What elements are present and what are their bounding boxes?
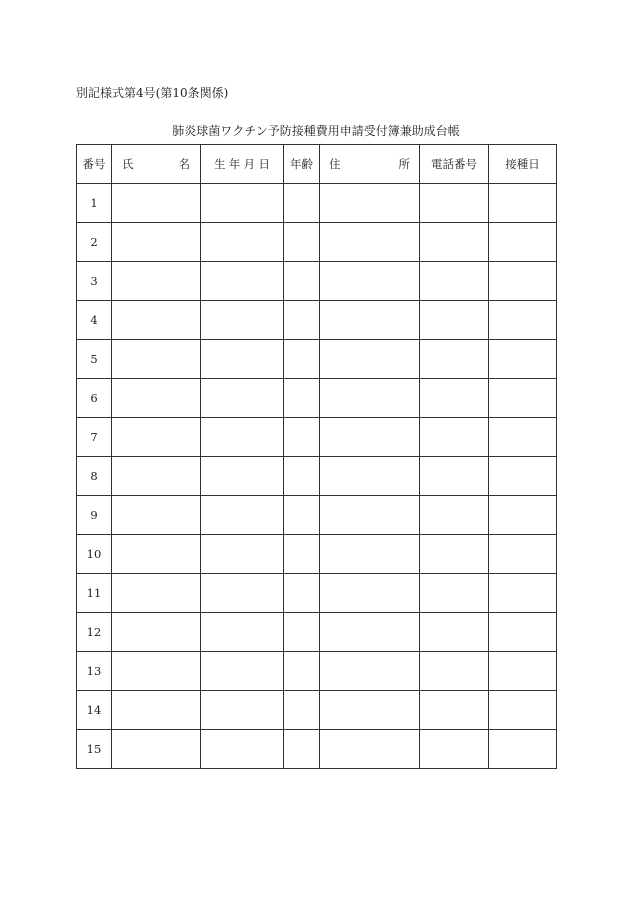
header-name-char: 名 [178, 157, 190, 171]
row-number: 11 [77, 574, 112, 613]
row-number: 7 [77, 418, 112, 457]
age-cell[interactable] [284, 691, 320, 730]
table-row [77, 340, 557, 379]
vaccination-date-cell[interactable] [489, 301, 557, 340]
row-number: 13 [77, 652, 112, 691]
table-row [77, 301, 557, 340]
row-number: 9 [77, 496, 112, 535]
row-number: 3 [77, 262, 112, 301]
vaccination-date-cell[interactable] [489, 691, 557, 730]
address-cell[interactable] [320, 223, 420, 262]
age-cell[interactable] [284, 496, 320, 535]
vaccination-date-cell[interactable] [489, 340, 557, 379]
header-address-char: 所 [398, 157, 410, 171]
table-row [77, 457, 557, 496]
header-age: 年齢 [284, 145, 320, 184]
birthdate-cell[interactable] [201, 340, 284, 379]
name-cell[interactable] [112, 613, 201, 652]
vaccination-date-cell[interactable] [489, 730, 557, 769]
birthdate-cell[interactable] [201, 574, 284, 613]
header-birthdate-char: 日 [258, 157, 270, 171]
header-birthdate [201, 145, 284, 184]
table-row [77, 691, 557, 730]
header-address [320, 145, 420, 184]
phone-cell[interactable] [420, 574, 489, 613]
birthdate-cell[interactable] [201, 535, 284, 574]
row-number: 2 [77, 223, 112, 262]
age-cell[interactable] [284, 730, 320, 769]
header-address-char: 住 [329, 157, 341, 171]
name-cell[interactable] [112, 262, 201, 301]
document-title: 肺炎球菌ワクチン予防接種費用申請受付簿兼助成台帳 [172, 124, 460, 138]
phone-cell[interactable] [420, 691, 489, 730]
table-row [77, 418, 557, 457]
header-vaccination-date: 接種日 [489, 145, 557, 184]
row-number: 1 [77, 184, 112, 223]
phone-cell[interactable] [420, 613, 489, 652]
ledger-table [76, 144, 557, 769]
birthdate-cell[interactable] [201, 457, 284, 496]
vaccination-date-cell[interactable] [489, 496, 557, 535]
name-cell[interactable] [112, 535, 201, 574]
name-cell[interactable] [112, 574, 201, 613]
vaccination-date-cell[interactable] [489, 574, 557, 613]
row-number: 4 [77, 301, 112, 340]
form-reference: 別記様式第4号(第10条関係) [76, 86, 229, 100]
header-row [77, 145, 557, 184]
phone-cell[interactable] [420, 730, 489, 769]
birthdate-cell[interactable] [201, 613, 284, 652]
header-birthdate-char: 年 [228, 157, 241, 171]
address-cell[interactable] [320, 496, 420, 535]
address-cell[interactable] [320, 301, 420, 340]
vaccination-date-cell[interactable] [489, 613, 557, 652]
name-cell[interactable] [112, 730, 201, 769]
age-cell[interactable] [284, 535, 320, 574]
table-row [77, 496, 557, 535]
address-cell[interactable] [320, 613, 420, 652]
birthdate-cell[interactable] [201, 379, 284, 418]
name-cell[interactable] [112, 652, 201, 691]
age-cell[interactable] [284, 184, 320, 223]
vaccination-date-cell[interactable] [489, 535, 557, 574]
name-cell[interactable] [112, 184, 201, 223]
age-cell[interactable] [284, 418, 320, 457]
age-cell[interactable] [284, 223, 320, 262]
age-cell[interactable] [284, 652, 320, 691]
header-name [112, 145, 201, 184]
vaccination-date-cell[interactable] [489, 184, 557, 223]
vaccination-date-cell[interactable] [489, 652, 557, 691]
table-row [77, 184, 557, 223]
table-row [77, 223, 557, 262]
table-row [77, 613, 557, 652]
birthdate-cell[interactable] [201, 262, 284, 301]
name-cell[interactable] [112, 496, 201, 535]
name-cell[interactable] [112, 301, 201, 340]
phone-cell[interactable] [420, 184, 489, 223]
address-cell[interactable] [320, 418, 420, 457]
address-cell[interactable] [320, 340, 420, 379]
row-number: 14 [77, 691, 112, 730]
name-cell[interactable] [112, 379, 201, 418]
address-cell[interactable] [320, 262, 420, 301]
birthdate-cell[interactable] [201, 418, 284, 457]
phone-cell[interactable] [420, 535, 489, 574]
phone-cell[interactable] [420, 496, 489, 535]
name-cell[interactable] [112, 418, 201, 457]
table-row [77, 262, 557, 301]
address-cell[interactable] [320, 184, 420, 223]
phone-cell[interactable] [420, 652, 489, 691]
phone-cell[interactable] [420, 457, 489, 496]
row-number: 5 [77, 340, 112, 379]
address-cell[interactable] [320, 691, 420, 730]
vaccination-date-cell[interactable] [489, 379, 557, 418]
phone-cell[interactable] [420, 418, 489, 457]
age-cell[interactable] [284, 574, 320, 613]
row-number: 6 [77, 379, 112, 418]
age-cell[interactable] [284, 457, 320, 496]
birthdate-cell[interactable] [201, 730, 284, 769]
age-cell[interactable] [284, 301, 320, 340]
phone-cell[interactable] [420, 301, 489, 340]
phone-cell[interactable] [420, 340, 489, 379]
vaccination-date-cell[interactable] [489, 223, 557, 262]
address-cell[interactable] [320, 379, 420, 418]
age-cell[interactable] [284, 379, 320, 418]
table-row [77, 652, 557, 691]
row-number: 10 [77, 535, 112, 574]
name-cell[interactable] [112, 457, 201, 496]
birthdate-cell[interactable] [201, 496, 284, 535]
phone-cell[interactable] [420, 262, 489, 301]
table-row [77, 730, 557, 769]
birthdate-cell[interactable] [201, 691, 284, 730]
row-number: 15 [77, 730, 112, 769]
birthdate-cell[interactable] [201, 184, 284, 223]
header-phone: 電話番号 [420, 145, 489, 184]
row-number: 8 [77, 457, 112, 496]
header-birthdate-char: 生 [214, 157, 226, 171]
vaccination-date-cell[interactable] [489, 457, 557, 496]
address-cell[interactable] [320, 574, 420, 613]
table-row [77, 574, 557, 613]
age-cell[interactable] [284, 262, 320, 301]
age-cell[interactable] [284, 340, 320, 379]
name-cell[interactable] [112, 340, 201, 379]
phone-cell[interactable] [420, 223, 489, 262]
name-cell[interactable] [112, 223, 201, 262]
row-number: 12 [77, 613, 112, 652]
address-cell[interactable] [320, 652, 420, 691]
age-cell[interactable] [284, 613, 320, 652]
name-cell[interactable] [112, 691, 201, 730]
address-cell[interactable] [320, 730, 420, 769]
address-cell[interactable] [320, 457, 420, 496]
address-cell[interactable] [320, 535, 420, 574]
birthdate-cell[interactable] [201, 301, 284, 340]
table-row [77, 535, 557, 574]
vaccination-date-cell[interactable] [489, 262, 557, 301]
header-number: 番号 [77, 145, 112, 184]
phone-cell[interactable] [420, 379, 489, 418]
birthdate-cell[interactable] [201, 652, 284, 691]
table-row [77, 379, 557, 418]
header-birthdate-char: 月 [243, 157, 256, 171]
ledger-body [77, 184, 557, 769]
header-name-char: 氏 [122, 157, 134, 171]
vaccination-date-cell[interactable] [489, 418, 557, 457]
birthdate-cell[interactable] [201, 223, 284, 262]
